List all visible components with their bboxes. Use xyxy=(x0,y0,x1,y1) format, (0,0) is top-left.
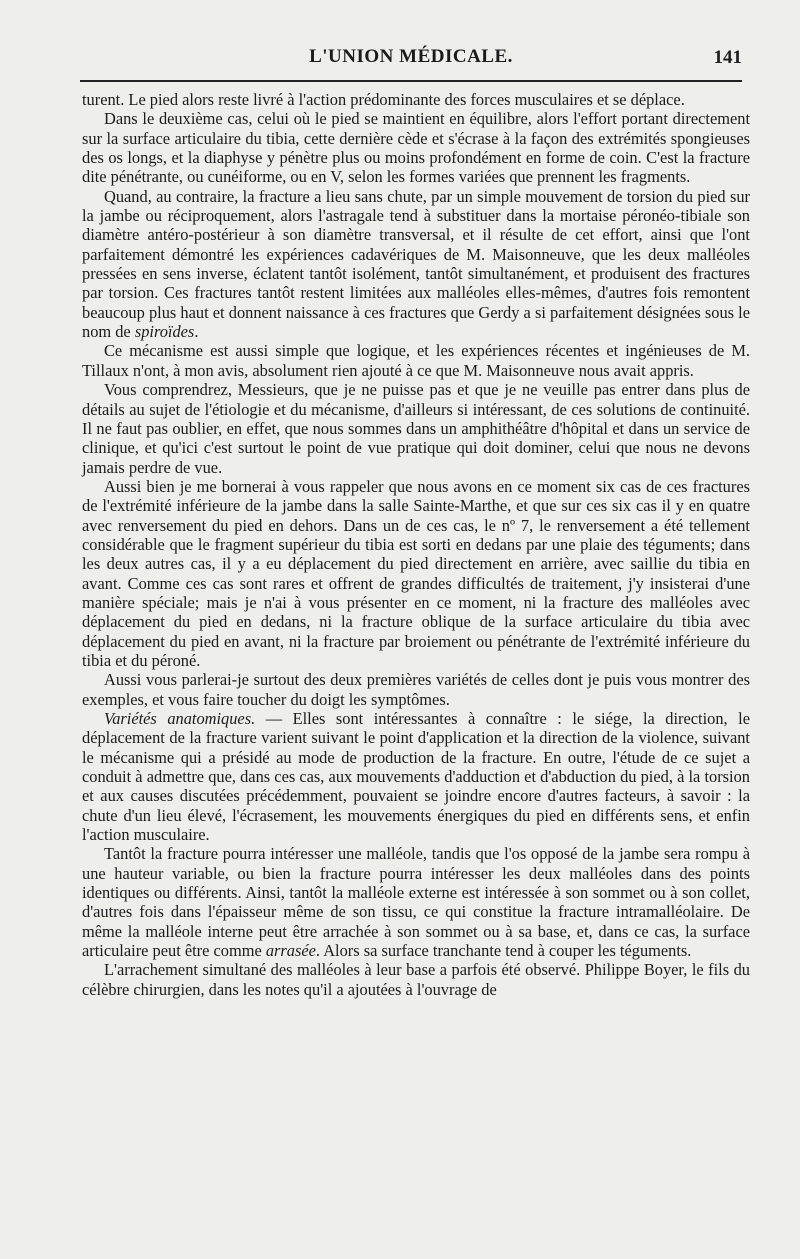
paragraph: turent. Le pied alors reste livré à l'action prédominante des forces musculaires et se déplace. xyxy=(82,90,685,109)
running-head xyxy=(80,46,742,74)
paragraph: Aussi vous parlerai-je surtout des deux premières variétés de celles dont je puis vous montrer des exemples, et vous faire toucher du doigt les symptômes. xyxy=(82,670,750,709)
paragraph: L'arrachement simultané des malléoles à leur base a parfois été observé. Philippe Boyer, le fils du célèbre chirurgien, dans les notes qu'il a ajoutées à l'ouvrage de xyxy=(82,960,750,999)
running-title: L'UNION MÉDICALE. xyxy=(309,46,513,67)
italic-term: spiroïdes xyxy=(134,322,195,342)
paragraph: Aussi bien je me bornerai à vous rappeler que nous avons en ce moment six cas de ces fractures de l'extrémité inférieure de la jambe dans la salle Sainte-Marthe, et que sur ces six cas il y en quatre avec renversement du pied en dehors. Dans un de ces cas, le nº 7, le renversement a été tellement considérable que le fragment supérieur du tibia est sorti en dedans par une plaie des téguments; dans les deux autres cas, il y a eu déplacement du pied directement en arrière, avec saillie du tibia en avant. Comme ces cas sont rares et offrent de grandes difficultés de traitement, j'y insisterai d'une manière spéciale; mais je n'ai à vous présenter en ce moment, ni la fracture des malléoles avec déplacement du pied en dedans, ni la fracture oblique de la surface articulaire du tibia avec déplacement du pied en avant, ni la fracture par broiement ou pénétrante de l'extrémité inférieure du tibia et du péroné. xyxy=(82,476,750,670)
paragraph: Ce mécanisme est aussi simple que logique, et les expériences récentes et ingénieuses de M. Tillaux n'ont, à mon avis, absolument rien ajouté à ce que M. Maisonneuve nous avait appris. xyxy=(82,341,750,380)
italic-term: arrasée xyxy=(265,941,316,961)
paragraph: Vous comprendrez, Messieurs, que je ne puisse pas et que je ne veuille pas entrer dans plus de détails au sujet de l'étiologie et du mécanisme, d'ailleurs si intéressant, de ces solutions de continuité. Il ne faut pas oublier, en effet, que nous sommes dans un amphithéâtre d'hôpital et dans un service de clinique, et qu'ici c'est surtout le point de vue pratique qui doit dominer, celui que nous ne devons jamais perdre de vue. xyxy=(82,380,750,477)
paragraph: Tantôt la fracture pourra intéresser une malléole, tandis que l'os opposé de la jambe sera rompu à une hauteur variable, ou bien la fracture pourra intéresser les deux malléoles dans des points identiques ou différents. Ainsi, tantôt la malléole externe est intéressée à son sommet ou à son collet, d'autres fois dans l'épaisseur même de son tissu, ce qui constitue la fracture intramalléolaire. De même la malléole interne peut être arrachée à son sommet ou à sa base, et, dans ce cas, la surface articulaire peut être comme arrasée. Alors sa surface tranchante tend à couper les téguments. xyxy=(82,844,750,961)
section-heading: Variétés anatomiques. xyxy=(104,709,256,728)
paragraph: Dans le deuxième cas, celui où le pied se maintient en équilibre, alors l'effort portant directement sur la surface articulaire du tibia, cette dernière cède et s'écrase à la façon des extrémités spongieuses des os longs, et la diaphyse y pénètre plus ou moins profondément en forme de coin. C'est la fracture dite pénétrante, ou cunéiforme, ou en V, selon les formes variées que prennent les fragments. xyxy=(82,109,750,187)
paragraph: Quand, au contraire, la fracture a lieu sans chute, par un simple mouvement de torsion du pied sur la jambe ou réciproquement, alors l'astragale tend à substituer dans la mortaise péronéo-tibiale son diamètre antéro-postérieur à son diamètre transversal, et il résulte de cet effort, ainsi que l'ont parfaitement démontré les expériences cadavériques de M. Maisonneuve, que les deux malléoles pressées en sens inverse, éclatent tantôt isolément, tantôt simultanément, et produisent des fractures par torsion. Ces fractures tantôt restent limitées aux malléoles elles-mêmes, d'autres fois remontent beaucoup plus haut et donnent naissance à ces fractures que Gerdy a si parfaitement désignées sous le nom de spiroïdes. xyxy=(82,186,750,342)
header-rule xyxy=(80,80,742,82)
body-text xyxy=(82,90,750,999)
section-paragraph: Variétés anatomiques. — Elles sont intéressantes à connaître : le siége, la direction, le déplacement de la fracture varient suivant le point d'application et la direction de la violence, suivant le mécanisme qui a présidé au mode de production de la fracture. En outre, l'étude de ce sujet a conduit à admettre que, dans ces cas, aux mouvements d'adduction et d'abduction du pied, à la torsion et aux causes discutées précédemment, pouvaient se joindre encore d'autres facteurs, à savoir : la chute d'un lieu élevé, l'écrasement, les mouvements énergiques du pied en différents sens, et enfin l'action musculaire. xyxy=(82,709,750,845)
page-number: 141 xyxy=(713,47,742,68)
